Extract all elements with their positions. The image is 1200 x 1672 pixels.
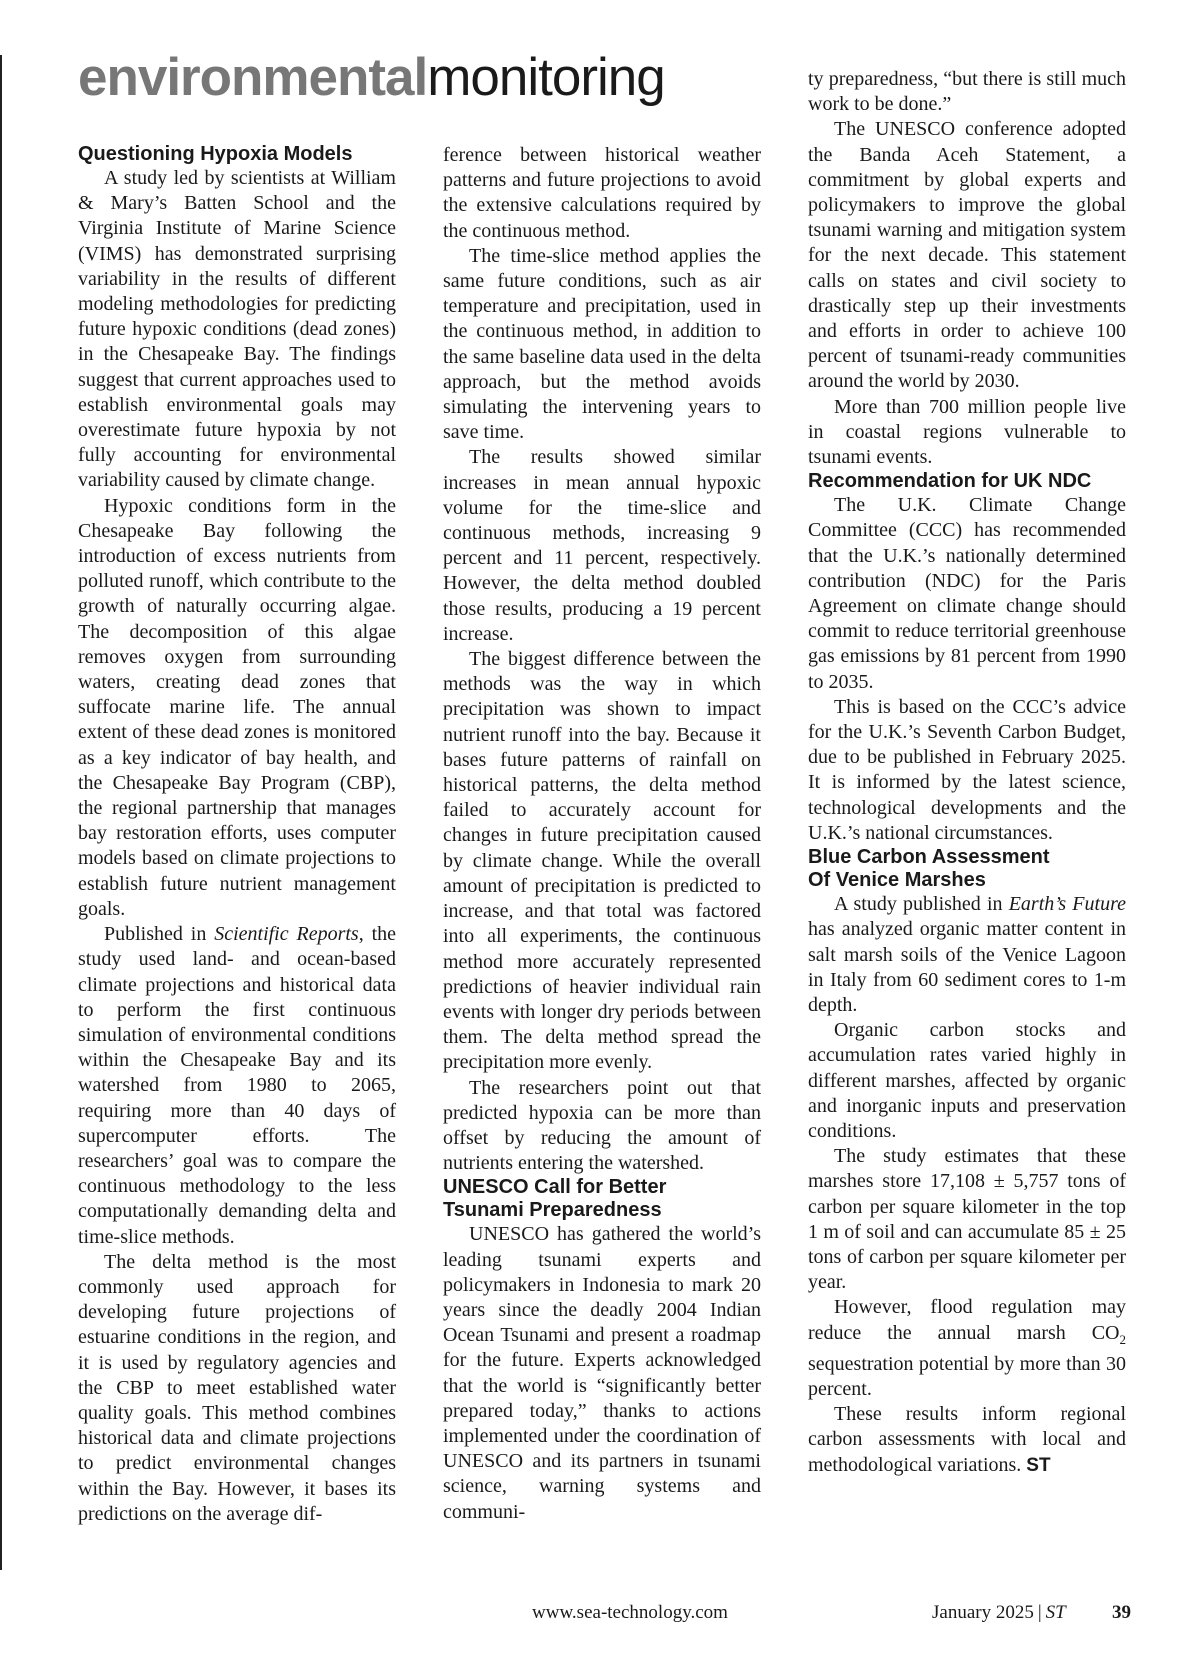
hypoxia-paragraph-3 (78, 922, 396, 1250)
hypoxia-paragraph-8: The researchers point out that predicted hypoxia can be more than offset by reducing the amount of nutrients entering the watershed. (443, 1076, 761, 1175)
unesco-paragraph-1b: ty preparedness, “but there is still much work to be done.” (808, 68, 1126, 116)
header-title-light: monitoring (427, 48, 665, 107)
venice-title-line-2: Of Venice Marshes (808, 869, 986, 892)
unesco-paragraph-1a: UNESCO has gathered the world’s leading tsunami experts and policymakers in Indonesia to mark 20 years since the deadly 2004 Indian Ocean Tsunami and present a roadmap for the future. Experts acknowledged that the world is “significantly better prepared today,” thanks to actions implemented under the coordination of UNESCO and its partners in tsunami science, warning systems and communi- (443, 1223, 761, 1523)
hypoxia-p3-text: , the study used land- and ocean-based climate projections and historical data to perform the first continuous simulation of environmental conditions within the Chesapeake Bay and its watershed from 1980 to 2065, requiring more than 40 days of supercomputer efforts. The researchers’ goal was to compare the continuous methodology to the less computationally demanding delta and time-slice methods. (78, 923, 397, 1248)
uk-ndc-paragraph-2: This is based on the CCC’s advice for the U.K.’s Seventh Carbon Budget, due to be published in February 2025. It is informed by the latest science, technological developments and the U.K.’s national circumstances. (808, 695, 1126, 844)
venice-paragraph-2: Organic carbon stocks and accumulation rates varied highly in different marshes, affected by organic and inorganic inputs and preservation conditions. (808, 1019, 1126, 1142)
footer-magazine: ST (1045, 1602, 1066, 1623)
venice-p1-lead: A study published in (834, 893, 1003, 916)
column-3 (808, 67, 1126, 1478)
venice-article-title (808, 846, 1126, 892)
uk-ndc-paragraph-1: The U.K. Climate Change Committee (CCC) has recommended that the U.K.’s nationally determined contribution (NDC) for the Paris Agreement on climate change should commit to reduce territorial greenhouse gas emissions by 81 percent from 1990 to 2035. (808, 494, 1126, 693)
venice-title-line-1: Blue Carbon Assessment (808, 846, 1050, 869)
hypoxia-paragraph-1: A study led by scientists at William & Mary’s Batten School and the Virginia Institute of Marine Science (VIMS) has demonstrated surprising variability in the results of different modeling methodologies for predicting future hypoxic conditions (dead zones) in the Chesapeake Bay. The findings suggest that current approaches used to establish environmental goals may overestimate future hypoxia by not fully accounting for environmental variability caused by climate change. (78, 167, 396, 492)
header-title-bold: environmental (78, 48, 428, 107)
page-number: 39 (1112, 1602, 1131, 1623)
hypoxia-paragraph-4b: ference between historical weather patterns and future projections to avoid the extensive calculations required by the continuous method. (443, 144, 761, 242)
venice-p5-text: These results inform regional carbon assessments with local and methodological variations. (808, 1403, 1126, 1476)
hypoxia-p3-lead: Published in (104, 923, 207, 946)
footer-issue (932, 1601, 1066, 1625)
co2-subscript: 2 (1119, 1331, 1126, 1347)
unesco-article-title (443, 1176, 761, 1222)
article-end-mark: ST (1026, 1454, 1051, 1476)
venice-p1-text: has analyzed organic matter content in salt marsh soils of the Venice Lagoon in Italy from 60 sediment cores to 1-m depth. (808, 918, 1126, 1016)
uk-ndc-article-title: Recommendation for UK NDC (808, 470, 1092, 493)
unesco-paragraph-3: More than 700 million people live in coastal regions vulnerable to tsunami events. (808, 395, 1126, 469)
venice-paragraph-5 (808, 1402, 1126, 1478)
unesco-title-line-1: UNESCO Call for Better (443, 1176, 667, 1199)
footer-url[interactable]: www.sea-technology.com (532, 1602, 728, 1623)
footer-separator: | (1037, 1602, 1042, 1623)
journal-name-scientific-reports: Scientific Reports (214, 923, 359, 946)
column-2 (443, 143, 761, 1525)
section-header (78, 48, 665, 108)
venice-p4-lead: However, flood regulation may reduce the annual marsh CO (808, 1296, 1126, 1344)
footer-date: January 2025 (932, 1602, 1034, 1623)
venice-p4-text: sequestration potential by more than 30 percent. (808, 1352, 1126, 1400)
journal-name-earths-future: Earth’s Future (1008, 893, 1126, 916)
hypoxia-article-title: Questioning Hypoxia Models (78, 143, 353, 165)
hypoxia-paragraph-7: The biggest difference between the methods was the way in which precipitation was shown to impact nutrient runoff into the bay. Because it bases future patterns of rainfall on historical patterns, the delta method failed to accurately account for changes in future precipitation caused by climate change. While the overall amount of precipitation is predicted to increase, and that total was factored into all experiments, the continuous method more accurately represented predictions of heavier individual rain events with longer dry periods between them. The delta method spread the precipitation more evenly. (443, 648, 761, 1074)
left-margin-rule (0, 55, 2, 1570)
hypoxia-paragraph-5: The time-slice method applies the same future conditions, such as air temperature and precipitation, used in the continuous method, in addition to the same baseline data used in the delta approach, but the method avoids simulating the intervening years to save time. (443, 244, 761, 444)
venice-paragraph-1 (808, 892, 1126, 1018)
unesco-paragraph-2: The UNESCO conference adopted the Banda Aceh Statement, a commitment by global experts and policymakers to improve the global tsunami warning and mitigation system for the next decade. This statement calls on states and civil society to drastically step up their investments and efforts in order to achieve 100 percent of tsunami-ready communities around the world by 2030. (808, 118, 1126, 393)
column-1 (78, 143, 396, 1527)
hypoxia-paragraph-4a: The delta method is the most commonly used approach for developing future projections of estuarine conditions in the region, and it is used by regulatory agencies and the CBP to meet established water quality goals. This method combines historical data and climate projections to predict environmental changes within the Bay. However, it bases its predictions on the average dif- (78, 1250, 396, 1525)
hypoxia-paragraph-6: The results showed similar increases in mean annual hypoxic volume for the time-slice and continuous methods, increasing 9 percent and 11 percent, respectively. However, the delta method doubled those results, producing a 19 percent increase. (443, 446, 761, 645)
hypoxia-paragraph-2: Hypoxic conditions form in the Chesapeake Bay following the introduction of excess nutrients from polluted runoff, which contribute to the growth of naturally occurring algae. The decomposition of this algae removes oxygen from surrounding waters, creating dead zones that suffocate marine life. The annual extent of these dead zones is monitored as a key indicator of bay health, and the Chesapeake Bay Program (CBP), the regional partnership that manages bay restoration efforts, uses computer models based on climate projections to establish future nutrient management goals. (78, 494, 396, 920)
unesco-title-line-2: Tsunami Preparedness (443, 1199, 662, 1222)
venice-paragraph-4 (808, 1295, 1126, 1402)
venice-paragraph-3: The study estimates that these marshes store 17,108 ± 5,757 tons of carbon per square kilometer in the top 1 m of soil and can accumulate 85 ± 25 tons of carbon per square kilometer per year. (808, 1145, 1126, 1294)
